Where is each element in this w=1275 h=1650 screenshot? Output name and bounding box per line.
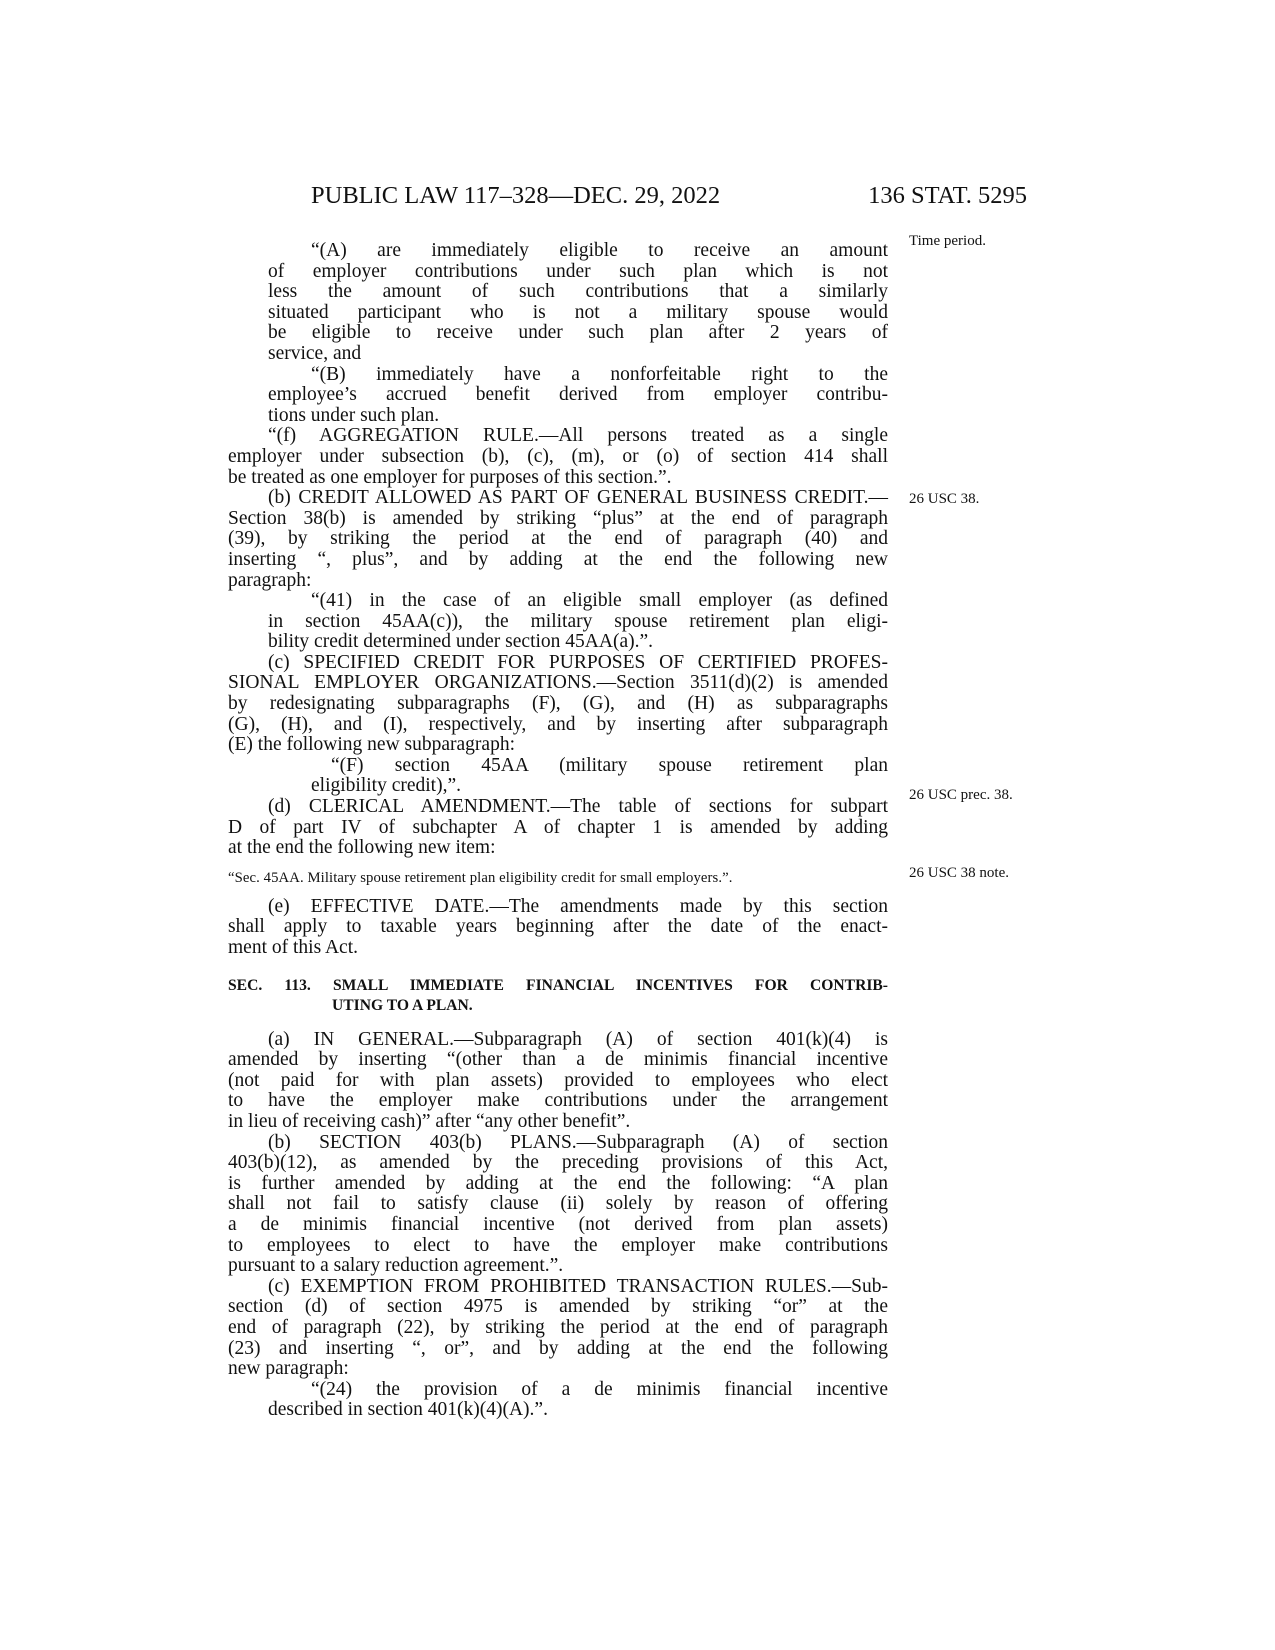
- section-heading: SEC. 113. SMALL IMMEDIATE FINANCIAL INCENTIVES FOR CONTRIB-: [228, 976, 888, 994]
- text-line: shall apply to taxable years beginning after the date of the enact-: [228, 916, 888, 938]
- subsection-heading: (c) EXEMPTION FROM PROHIBITED TRANSACTION RULES.—Sub-: [268, 1275, 888, 1297]
- margin-note: 26 USC 38 note.: [909, 865, 1010, 881]
- text-line: bility credit determined under section 45AA(a).”.: [268, 631, 653, 653]
- running-header-page: 136 STAT. 5295: [868, 182, 1027, 209]
- text-line: D of part IV of subchapter A of chapter 1 is amended by adding: [228, 816, 888, 838]
- text-line: a de minimis financial incentive (not derived from plan assets): [228, 1213, 888, 1235]
- text-line: of employer contributions under such plan which is not: [268, 260, 888, 282]
- subsection-heading: (b) SECTION 403(b) PLANS.—Subparagraph (A) of section: [268, 1131, 888, 1153]
- text-line: SIONAL EMPLOYER ORGANIZATIONS.—Section 3511(d)(2) is amended: [228, 672, 888, 694]
- subsection-heading: (d) CLERICAL AMENDMENT.—The table of sections for subpart: [268, 796, 888, 818]
- margin-note: 26 USC 38.: [909, 491, 980, 507]
- text-line: by redesignating subparagraphs (F), (G), and (H) as subparagraphs: [228, 693, 888, 715]
- text-line: pursuant to a salary reduction agreement.”.: [228, 1255, 564, 1277]
- text-line: at the end the following new item:: [228, 837, 496, 859]
- text-line: “(F) section 45AA (military spouse retirement plan: [331, 754, 888, 776]
- text-line: shall not fail to satisfy clause (ii) solely by reason of offering: [228, 1193, 888, 1215]
- text-line: new paragraph:: [228, 1358, 349, 1380]
- table-of-sections-item: “Sec. 45AA. Military spouse retirement plan eligibility credit for small employers.”.: [228, 869, 733, 886]
- text-line: section (d) of section 4975 is amended by striking “or” at the: [228, 1296, 888, 1318]
- text-line: (G), (H), and (I), respectively, and by inserting after subparagraph: [228, 713, 888, 735]
- text-line: (39), by striking the period at the end of paragraph (40) and: [228, 528, 888, 550]
- text-line: employee’s accrued benefit derived from employer contribu-: [268, 384, 888, 406]
- text-line: eligibility credit),”.: [311, 775, 461, 797]
- running-header-left: PUBLIC LAW 117–328—DEC. 29, 2022: [311, 182, 721, 209]
- text-line: to have the employer make contributions under the arrangement: [228, 1090, 888, 1112]
- text-line: in lieu of receiving cash)” after “any other benefit”.: [228, 1110, 631, 1132]
- text-line: ment of this Act.: [228, 937, 358, 958]
- text-line: 403(b)(12), as amended by the preceding provisions of this Act,: [228, 1152, 888, 1174]
- text-line: “(41) in the case of an eligible small employer (as defined: [311, 590, 888, 612]
- text-line: in section 45AA(c)), the military spouse retirement plan eligi-: [268, 610, 888, 632]
- text-line: described in section 401(k)(4)(A).”.: [268, 1399, 548, 1421]
- text-line: amended by inserting “(other than a de minimis financial incentive: [228, 1049, 888, 1071]
- margin-note: 26 USC prec. 38.: [909, 787, 1013, 803]
- text-line: end of paragraph (22), by striking the period at the end of paragraph: [228, 1316, 888, 1338]
- text-line: paragraph:: [228, 569, 312, 591]
- text-line: (E) the following new subparagraph:: [228, 734, 515, 756]
- document-body: [228, 241, 888, 1421]
- text-line: to employees to elect to have the employer make contributions: [228, 1234, 888, 1256]
- subsection-heading: (a) IN GENERAL.—Subparagraph (A) of section 401(k)(4) is: [268, 1028, 888, 1050]
- text-line: less the amount of such contributions that a similarly: [268, 281, 888, 303]
- text-line: employer under subsection (b), (c), (m), or (o) of section 414 shall: [228, 445, 888, 467]
- text-line: tions under such plan.: [268, 404, 440, 426]
- text-line: inserting “, plus”, and by adding at the end the following new: [228, 548, 888, 570]
- margin-note: Time period.: [909, 233, 986, 249]
- text-line: (not paid for with plan assets) provided to employees who elect: [228, 1069, 888, 1091]
- text-line: “(B) immediately have a nonforfeitable right to the: [311, 363, 888, 385]
- text-line: “(A) are immediately eligible to receive an amount: [311, 240, 888, 261]
- text-line: situated participant who is not a military spouse would: [268, 301, 888, 323]
- subsection-heading: (c) SPECIFIED CREDIT FOR PURPOSES OF CERTIFIED PROFES-: [268, 651, 888, 673]
- subsection-heading: (e) EFFECTIVE DATE.—The amendments made by this section: [268, 895, 888, 917]
- text-line: service, and: [268, 342, 362, 364]
- section-heading: UTING TO A PLAN.: [332, 996, 473, 1014]
- subsection-heading: (b) CREDIT ALLOWED AS PART OF GENERAL BUSINESS CREDIT.—: [268, 487, 888, 509]
- text-line: is further amended by adding at the end the following: “A plan: [228, 1172, 888, 1194]
- text-line: be eligible to receive under such plan after 2 years of: [268, 322, 888, 344]
- text-line: be treated as one employer for purposes of this section.”.: [228, 466, 672, 488]
- text-line: “(f) AGGREGATION RULE.—All persons treated as a single: [268, 425, 888, 447]
- text-line: “(24) the provision of a de minimis financial incentive: [311, 1378, 888, 1400]
- text-line: Section 38(b) is amended by striking “plus” at the end of paragraph: [228, 507, 888, 529]
- text-line: (23) and inserting “, or”, and by adding at the end the following: [228, 1337, 888, 1359]
